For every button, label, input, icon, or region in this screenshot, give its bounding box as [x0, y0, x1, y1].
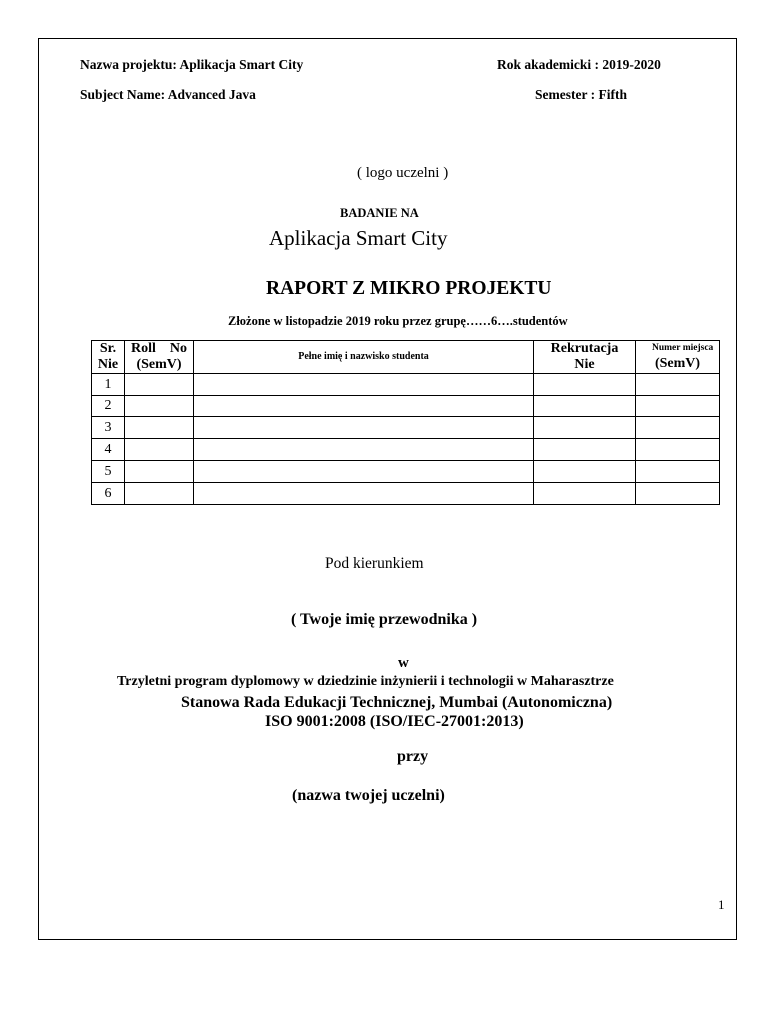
page-number: 1 [718, 897, 725, 912]
program-line: Trzyletni program dyplomowy w dziedzinie inżynierii i technologii w Maharasztrze [117, 674, 614, 689]
submitted-line: Złożone w listopadzie 2019 roku przez grupę……6….studentów [228, 314, 568, 328]
seat-cell [636, 439, 720, 461]
row-sr: 2 [92, 396, 125, 417]
table-row [92, 374, 720, 396]
roll-cell [125, 461, 194, 483]
roll-cell [125, 417, 194, 439]
at-label: przy [397, 748, 429, 765]
header-student-name: Pełne imię i nazwisko studenta [194, 341, 534, 374]
header-sr-line2: Nie [97, 357, 119, 372]
name-cell [194, 483, 534, 505]
header-sr-line1: Sr. [99, 341, 117, 356]
admission-cell [534, 396, 636, 417]
table-row [92, 396, 720, 417]
guidance-label: Pod kierunkiem [325, 555, 424, 572]
project-name: Nazwa projektu: Aplikacja Smart City [80, 57, 304, 72]
admission-cell [534, 374, 636, 396]
name-cell [194, 374, 534, 396]
name-cell [194, 461, 534, 483]
guide-name: ( Twoje imię przewodnika ) [291, 611, 478, 628]
name-cell [194, 417, 534, 439]
table-row [92, 461, 720, 483]
report-title: RAPORT Z MIKRO PROJEKTU [266, 278, 552, 299]
table-header-row [92, 341, 720, 374]
header-admission [534, 341, 636, 374]
name-cell [194, 396, 534, 417]
admission-cell [534, 417, 636, 439]
project-title: Aplikacja Smart City [269, 226, 448, 250]
header-sr [92, 341, 125, 374]
study-on-label: BADANIE NA [340, 206, 419, 220]
iso-line: ISO 9001:2008 (ISO/IEC-27001:2013) [265, 713, 524, 730]
seat-cell [636, 417, 720, 439]
header-roll-line2: (SemV) [136, 357, 182, 372]
header-roll-line1: Roll No [131, 341, 187, 356]
header-roll [125, 341, 194, 374]
admission-cell [534, 439, 636, 461]
name-cell [194, 439, 534, 461]
roll-cell [125, 396, 194, 417]
admission-cell [534, 461, 636, 483]
subject-name: Subject Name: Advanced Java [80, 87, 256, 102]
seat-cell [636, 374, 720, 396]
row-sr: 6 [92, 483, 125, 505]
roll-cell [125, 483, 194, 505]
semester: Semester : Fifth [535, 87, 627, 102]
row-sr: 3 [92, 417, 125, 439]
seat-cell [636, 461, 720, 483]
students-table [91, 340, 720, 505]
logo-placeholder: ( logo uczelni ) [357, 165, 449, 181]
roll-cell [125, 374, 194, 396]
row-sr: 1 [92, 374, 125, 396]
header-seat [636, 341, 720, 374]
row-sr: 5 [92, 461, 125, 483]
roll-cell [125, 439, 194, 461]
table-row [92, 417, 720, 439]
header-admission-line1: Rekrutacja [550, 341, 619, 356]
table-row [92, 483, 720, 505]
in-label: w [398, 655, 409, 671]
seat-cell [636, 396, 720, 417]
seat-cell [636, 483, 720, 505]
academic-year: Rok akademicki : 2019-2020 [497, 57, 661, 72]
header-admission-line2: Nie [574, 357, 595, 372]
institute-name: (nazwa twojej uczelni) [292, 787, 445, 804]
admission-cell [534, 483, 636, 505]
header-seat-line1: Numer miejsca [652, 343, 714, 353]
table-row [92, 439, 720, 461]
row-sr: 4 [92, 439, 125, 461]
header-seat-line2: (SemV) [654, 356, 701, 371]
board-line: Stanowa Rada Edukacji Technicznej, Mumbai (Autonomiczna) [181, 694, 613, 711]
